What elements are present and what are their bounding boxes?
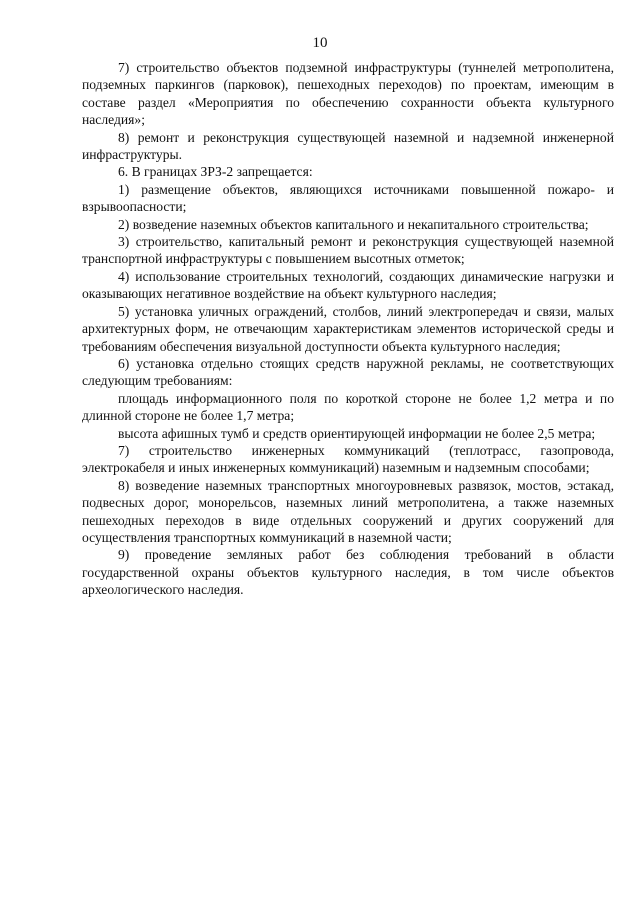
paragraph-requirement-poster-height: высота афишных тумб и средств ориентирующей информации не более 2,5 метра; <box>118 425 596 441</box>
body-text <box>82 59 614 599</box>
paragraph-prohibition-9: 9) проведение земляных работ без соблюдения требований в области государственной охраны объектов культурного наследия, в том числе объектов археологического наследия. <box>82 547 614 598</box>
paragraph-prohibition-6: 6) установка отдельно стоящих средств наружной рекламы, не соответствующих следующим требованиям: <box>82 355 614 389</box>
paragraph-prohibition-8: 8) возведение наземных транспортных многоуровневых развязок, мостов, эстакад, подвесных дорог, монорельсов, наземных линий метрополитена, а также наземных пешеходных переходов в виде отдельных сооружений и других сооружений для осуществления транспортных коммуникаций в наземной части; <box>82 477 614 545</box>
paragraph-prohibition-3: 3) строительство, капитальный ремонт и реконструкция существующей наземной транспортной инфраструктуры с повышением высотных отметок; <box>82 234 614 267</box>
paragraph-prohibition-2: 2) возведение наземных объектов капитального и некапитального строительства; <box>118 216 589 232</box>
page-number: 10 <box>312 35 328 51</box>
paragraph-prohibition-5: 5) установка уличных ограждений, столбов, линий электропередач и связи, малых архитектурных форм, не отвечающим характеристикам элементов исторической среды и требованиям обеспечения визуальной доступности объекта культурного наследия; <box>82 303 614 354</box>
paragraph-item-8-engineering-repair: 8) ремонт и реконструкция существующей наземной и надземной инженерной инфраструктуры. <box>82 129 614 163</box>
section-heading-zrz-2-prohibitions: 6. В границах ЗРЗ-2 запрещается: <box>118 164 313 180</box>
paragraph-prohibition-4: 4) использование строительных технологий, создающих динамические нагрузки и оказывающих негативное воздействие на объект культурного наследия; <box>82 268 614 302</box>
paragraph-prohibition-7: 7) строительство инженерных коммуникаций (теплотрасс, газопровода, электрокабеля и иных инженерных коммуникаций) наземным и надземным способами; <box>82 442 614 476</box>
paragraph-prohibition-1: 1) размещение объектов, являющихся источниками повышенной пожаро- и взрывоопасности; <box>82 181 614 215</box>
paragraph-requirement-info-field: площадь информационного поля по короткой стороне не более 1,2 метра и по длинной стороне не более 1,7 метра; <box>82 390 614 424</box>
paragraph-item-7-underground-infrastructure: 7) строительство объектов подземной инфраструктуры (туннелей метрополитена, подземных паркингов (парковок), пешеходных переходов) по проектам, имеющим в составе раздел «Мероприятия по обеспечению сохранности объекта культурного наследия»; <box>82 60 614 128</box>
